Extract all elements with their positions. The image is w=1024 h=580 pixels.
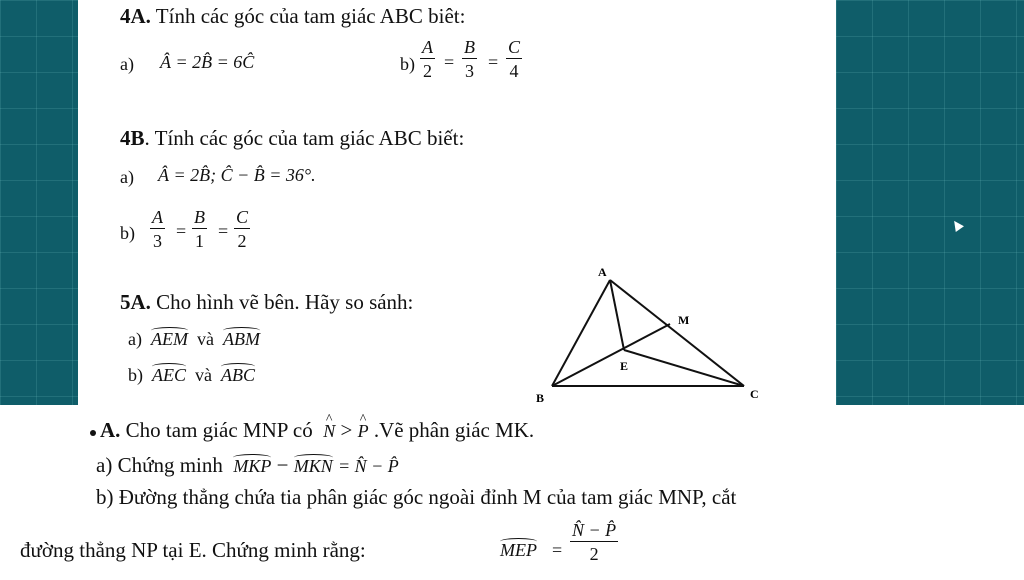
equals-sign: = (176, 221, 187, 241)
equals-sign: = (552, 540, 563, 560)
label-C: C (750, 387, 759, 401)
equals-sign: = (444, 52, 455, 72)
background-left-panel (0, 0, 78, 405)
problem-4b-part-b-label: b) (120, 223, 135, 243)
problem-4a-part-a-expr: Â = 2B̂ = 6Ĉ (160, 52, 255, 72)
problem-6a-part-b-line2: đường thẳng NP tại E. Chứng minh rằng: (20, 538, 366, 562)
label-B: B (536, 391, 545, 405)
problem-5a-part-b: b) AEC và ABC (128, 365, 255, 385)
segment-AC (610, 280, 744, 386)
triangle-figure (530, 262, 770, 406)
problem-6a-fraction: $\frac{N̂ - P̂}{2}$ (572, 520, 617, 564)
problem-4b-frac-c: $\frac{C}{2}$ (236, 207, 249, 251)
background-right-panel (836, 0, 1024, 405)
problem-4b-part-a-label: a) (120, 167, 134, 187)
problem-4a-frac-a: $\frac{A}{2}$ (422, 37, 433, 81)
problem-4a-part-a-label: a) (120, 54, 134, 74)
problem-4a-title: 4A. Tính các góc của tam giác ABC biêt: (120, 4, 466, 28)
equals-sign: = (218, 221, 229, 241)
problem-4b-frac-a: $\frac{A}{3}$ (152, 207, 163, 251)
label-E: E (620, 359, 629, 373)
problem-5a-title: 5A. Cho hình vẽ bên. Hãy so sánh: (120, 290, 414, 314)
bullet-icon (90, 430, 96, 436)
equals-sign: = (488, 52, 499, 72)
problem-6a-part-b-line1: b) Đường thẳng chứa tia phân giác góc ngoài đỉnh M của tam giác MNP, cắt (96, 485, 737, 509)
problem-4a-part-b-label: b) (400, 54, 415, 74)
segment-EC (624, 350, 744, 386)
problem-5a-part-a: a) AEM và ABM (128, 329, 260, 349)
problem-4b-frac-b: $\frac{B}{1}$ (194, 207, 205, 251)
problem-6a-title: A. Cho tam giác MNP có ^ N > ^ P .Vẽ phân giác MK. (100, 420, 534, 441)
problem-4a-frac-c: $\frac{C}{4}$ (508, 37, 521, 81)
angle-MEP: MEP (500, 540, 537, 560)
problem-4a-frac-b: $\frac{B}{3}$ (464, 37, 475, 81)
problem-4b-part-a-expr: Â = 2B̂; Ĉ − B̂ = 36°. (158, 165, 316, 185)
label-A: A (598, 265, 607, 279)
problem-6a-part-a: a) Chứng minh MKP − MKN = N̂ − P̂ (96, 453, 399, 477)
problem-4b-title: 4B. Tính các góc của tam giác ABC biết: (120, 126, 465, 150)
label-M: M (678, 313, 690, 327)
